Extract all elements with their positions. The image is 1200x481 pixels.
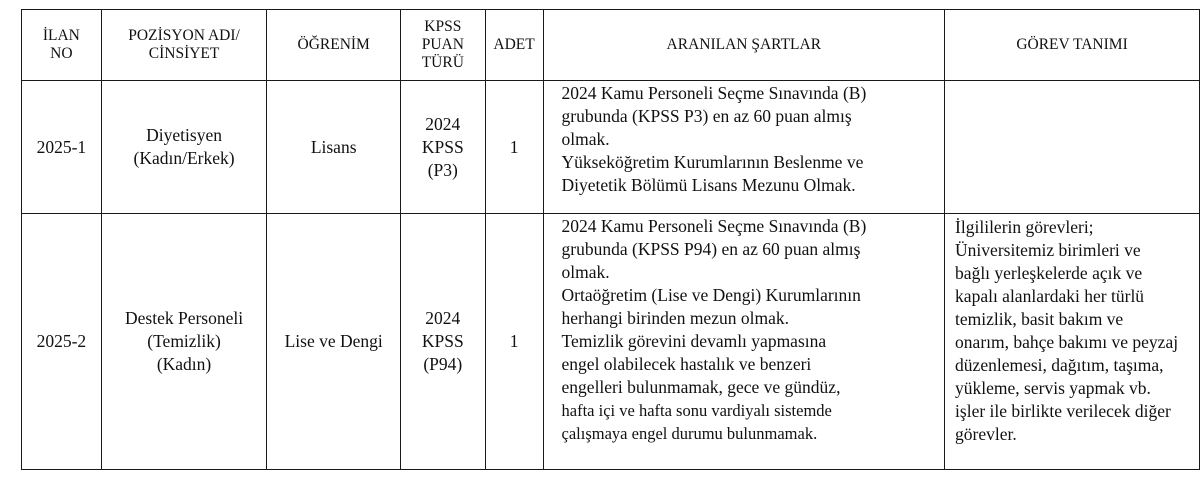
text-line: engel olabilecek hastalık ve benzeri xyxy=(561,354,812,374)
text-line: işler ile birlikte verilecek diğer xyxy=(955,401,1171,421)
cell-ogrenim: Lise ve Dengi xyxy=(267,214,401,470)
cell-kpss xyxy=(400,81,485,214)
text-line: temizlik, basit bakım ve xyxy=(955,309,1124,329)
header-line: PUAN xyxy=(421,36,464,53)
header-kpss-lines xyxy=(401,18,485,72)
text-line: İlgililerin görevleri; xyxy=(955,217,1094,237)
job-listing-table xyxy=(21,9,1200,470)
text-line: yükleme, servis yapmak vb. xyxy=(955,378,1151,398)
text-line: herhangi birinden mezun olmak. xyxy=(561,308,789,328)
text-line: onarım, bahçe bakımı ve peyzaj xyxy=(955,332,1179,352)
cell-pozisyon xyxy=(101,214,267,470)
table-row xyxy=(22,81,1200,214)
text-line: olmak. xyxy=(561,262,610,282)
text-line: Diyetisyen xyxy=(146,125,222,145)
header-kpss xyxy=(400,10,485,81)
kpss-lines xyxy=(401,307,485,376)
kpss-lines xyxy=(401,113,485,182)
text-line: (P94) xyxy=(423,354,463,374)
text-line: hafta içi ve hafta sonu vardiyalı sistemde xyxy=(561,401,832,420)
cell-adet: 1 xyxy=(485,81,543,214)
table-row xyxy=(22,214,1200,470)
text-line: (Kadın/Erkek) xyxy=(133,148,235,168)
text-line: kapalı alanlardaki her türlü xyxy=(955,286,1145,306)
header-ilan-no-lines xyxy=(22,27,101,63)
pozisyon-lines xyxy=(102,307,267,376)
cell-pozisyon xyxy=(101,81,267,214)
header-line: NO xyxy=(50,45,73,62)
header-line: POZİSYON ADI/ xyxy=(128,27,240,44)
cell-kpss xyxy=(400,214,485,470)
text-line: Destek Personeli xyxy=(125,308,244,328)
header-adet: ADET xyxy=(485,10,543,81)
text-line: grubunda (KPSS P94) en az 60 puan almış xyxy=(561,239,861,259)
cell-adet: 1 xyxy=(485,214,543,470)
header-sartlar: ARANILAN ŞARTLAR xyxy=(543,10,945,81)
text-line: görevler. xyxy=(955,424,1017,444)
text-line: Yükseköğretim Kurumlarının Beslenme ve xyxy=(561,152,864,172)
text-line: Ortaöğretim (Lise ve Dengi) Kurumlarının xyxy=(561,285,861,305)
header-pozisyon-lines xyxy=(102,27,267,63)
cell-sartlar xyxy=(543,81,945,214)
text-line: (P3) xyxy=(427,159,458,180)
pozisyon-lines xyxy=(102,124,267,170)
text-line: 2024 xyxy=(425,113,461,134)
text-line: Temizlik görevini devamlı yapmasına xyxy=(561,331,827,351)
cell-sartlar xyxy=(543,214,945,470)
header-line: TÜRÜ xyxy=(421,54,464,71)
cell-ilan-no: 2025-1 xyxy=(22,81,102,214)
text-line: 2024 xyxy=(425,308,461,328)
text-line: engelleri bulunmamak, gece ve gündüz, xyxy=(561,377,841,397)
header-line: CİNSİYET xyxy=(148,45,220,62)
cell-ilan-no: 2025-2 xyxy=(22,214,102,470)
header-gorev: GÖREV TANIMI xyxy=(945,10,1200,81)
text-line: grubunda (KPSS P3) en az 60 puan almış xyxy=(561,106,852,126)
text-line: çalışmaya engel durumu bulunmamak. xyxy=(561,424,818,443)
text-line: 2024 Kamu Personeli Seçme Sınavında (B) xyxy=(561,216,867,236)
cell-gorev xyxy=(945,81,1200,214)
header-line: İLAN xyxy=(42,27,80,44)
text-line: (Temizlik) xyxy=(147,331,221,351)
header-pozisyon xyxy=(101,10,267,81)
text-line: olmak. xyxy=(561,129,610,149)
header-ogrenim: ÖĞRENİM xyxy=(267,10,401,81)
text-line: düzenlemesi, dağıtım, taşıma, xyxy=(955,355,1164,375)
header-row xyxy=(22,10,1200,81)
text-line: (Kadın) xyxy=(156,354,212,374)
header-line: KPSS xyxy=(424,18,462,35)
text-line: bağlı yerleşkelerde açık ve xyxy=(955,263,1143,283)
text-line: KPSS xyxy=(421,331,464,351)
text-line: Üniversitemiz birimleri ve xyxy=(955,240,1141,260)
text-line: Diyetetik Bölümü Lisans Mezunu Olmak. xyxy=(561,175,856,195)
cell-ogrenim: Lisans xyxy=(267,81,401,214)
header-ilan-no xyxy=(22,10,102,81)
cell-gorev xyxy=(945,214,1200,470)
text-line: KPSS xyxy=(421,136,464,157)
text-line: 2024 Kamu Personeli Seçme Sınavında (B) xyxy=(561,83,867,103)
